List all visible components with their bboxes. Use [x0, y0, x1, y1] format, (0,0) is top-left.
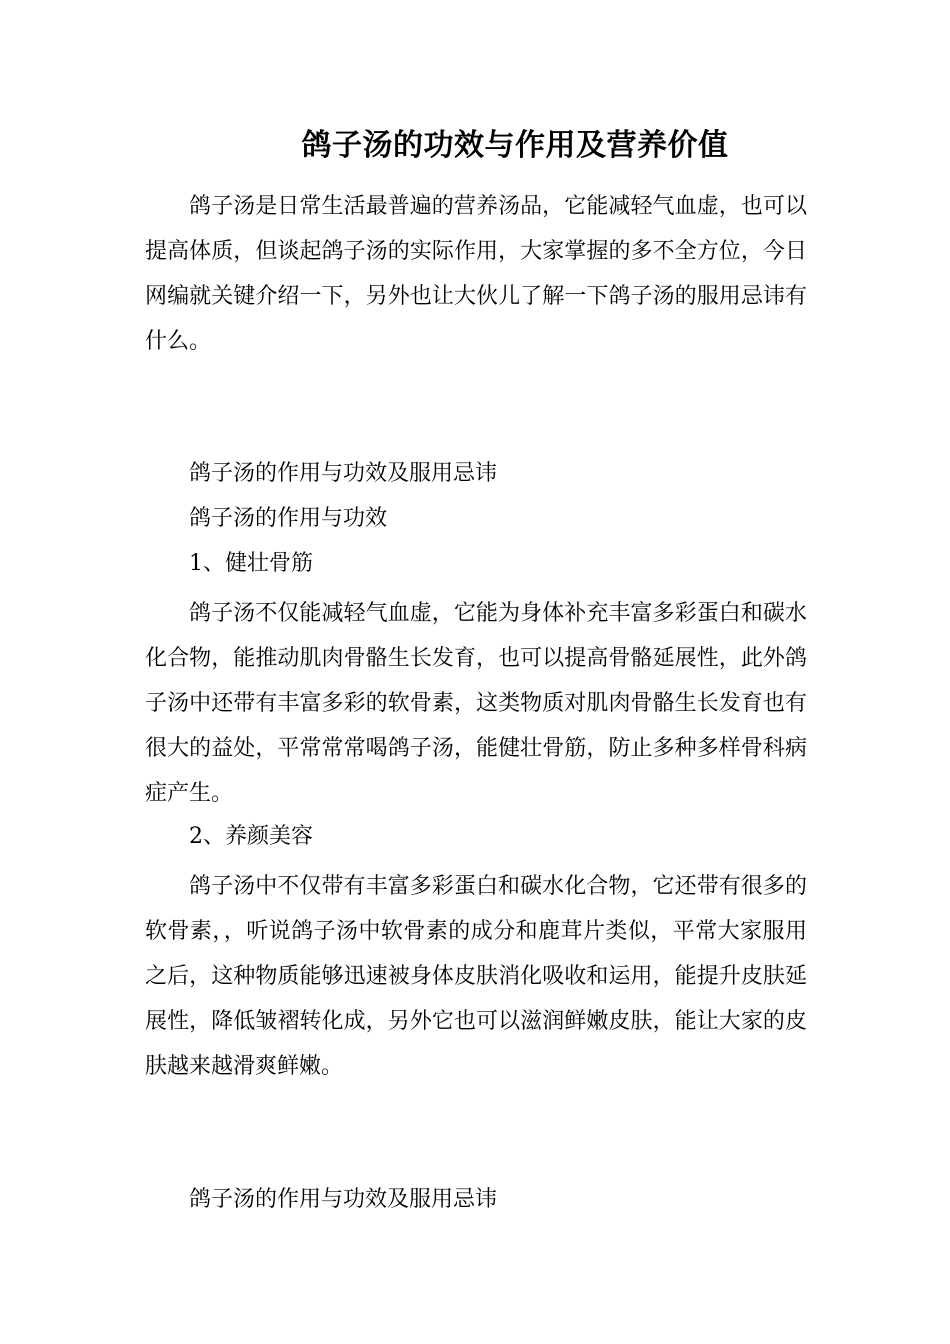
document-title: 鸽子汤的功效与作用及营养价值	[301, 128, 729, 163]
subsection-heading: 鸽子汤的作用与功效	[189, 506, 388, 531]
item-2-paragraph: 鸽子汤中不仅带有丰富多彩蛋白和碳水化合物，它还带有很多的软骨素，，听说鸽子汤中软骨素的成分和鹿茸片类似，平常大家服用之后，这种物质能够迅速被身体皮肤消化吸收和运用，能提升皮肤延展性，降低皱褶转化成，另外它也可以滋润鲜嫩皮肤，能让大家的皮肤越来越滑爽鲜嫩。	[145, 874, 807, 1079]
item-1-paragraph: 鸽子汤不仅能减轻气血虚，它能为身体补充丰富多彩蛋白和碳水化合物，能推动肌肉骨骼生长发育，也可以提高骨骼延展性，此外鸽子汤中还带有丰富多彩的软骨素，这类物质对肌肉骨骼生长发育也有很大的益处，平常常常喝鸽子汤，能健壮骨筋，防止多种多样骨科病症产生。	[145, 601, 807, 806]
item-1-title: 1、健壮骨筋	[189, 551, 313, 576]
section-heading: 鸽子汤的作用与功效及服用忌讳	[189, 461, 498, 486]
intro-paragraph: 鸽子汤是日常生活最普遍的营养汤品，它能减轻气血虚，也可以提高体质，但谈起鸽子汤的实际作用，大家掌握的多不全方位，今日网编就关键介绍一下，另外也让大伙儿了解一下鸽子汤的服用忌讳有什么。	[145, 194, 807, 354]
item-2-title: 2、养颜美容	[189, 824, 313, 849]
section-heading-repeat: 鸽子汤的作用与功效及服用忌讳	[189, 1187, 498, 1212]
